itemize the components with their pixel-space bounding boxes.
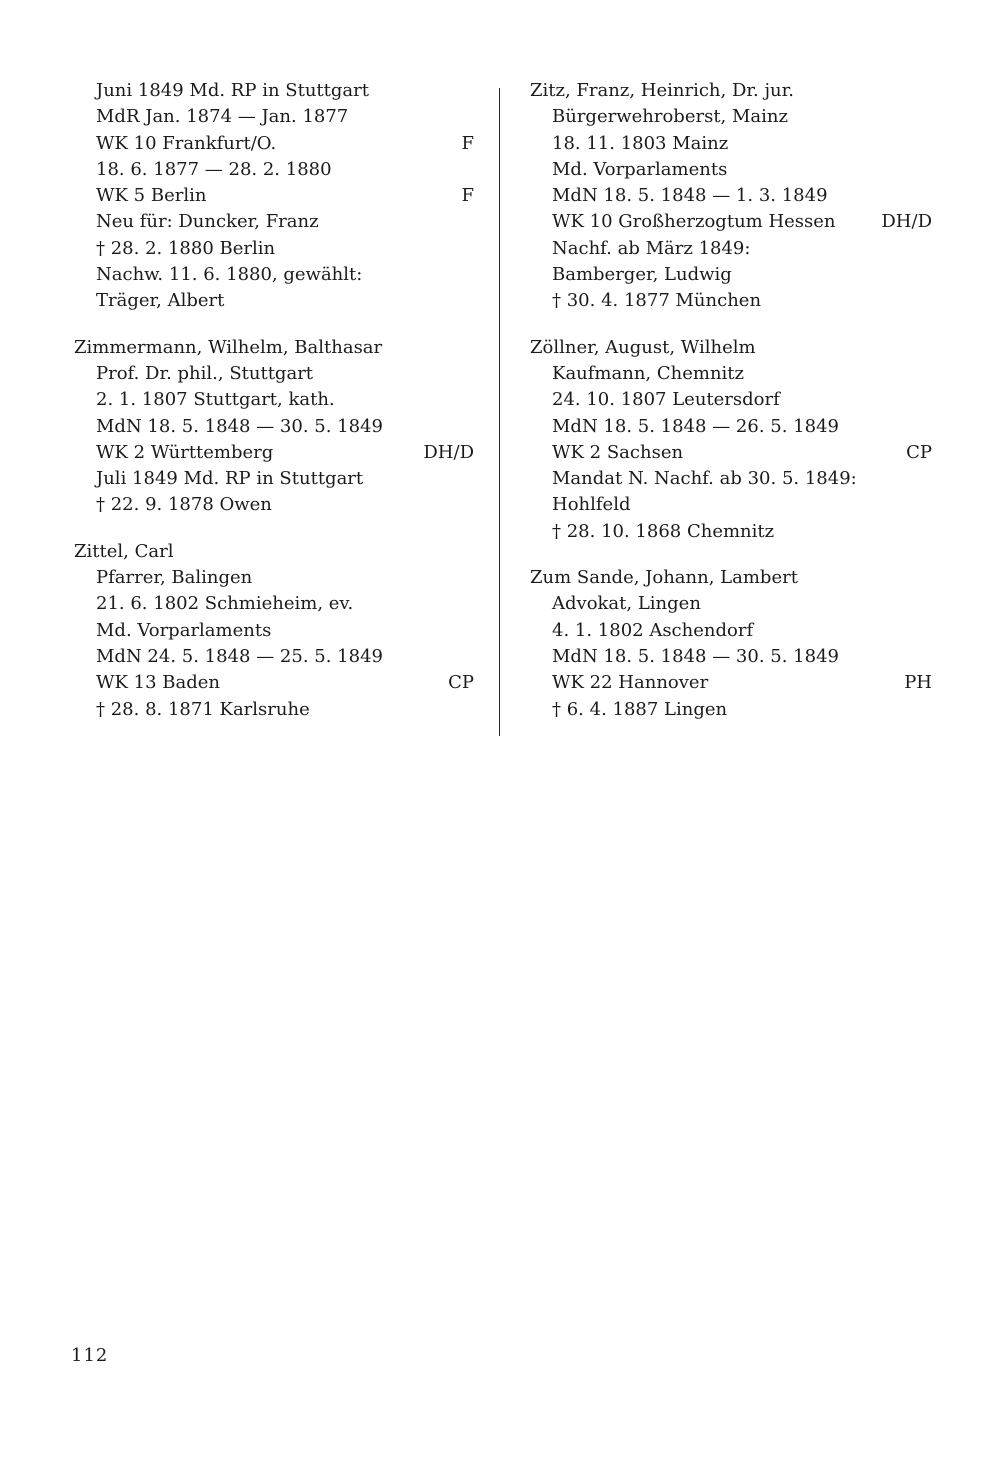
- entry-line-text: Nachf. ab März 1849:: [552, 237, 751, 259]
- entry-line-text: Advokat, Lingen: [552, 593, 701, 615]
- entry-line: [530, 644, 932, 670]
- entry-line: [74, 183, 474, 209]
- entry-line: [530, 591, 932, 617]
- faction-tag: F: [461, 185, 474, 207]
- entry-line-text: Pfarrer, Balingen: [96, 567, 253, 589]
- entry-line-text: 2. 1. 1807 Stuttgart, kath.: [96, 389, 335, 411]
- entry-line-text: WK 10 Frankfurt/O.: [96, 132, 277, 154]
- faction-tag: CP: [906, 441, 932, 463]
- entry-line: [530, 670, 932, 696]
- biography-entry: [74, 78, 474, 315]
- entry-name: Zimmermann, Wilhelm, Balthasar: [74, 336, 383, 358]
- entry-line-text: Mandat N. Nachf. ab 30. 5. 1849:: [552, 468, 857, 490]
- entry-line: [530, 414, 932, 440]
- biography-entry: [74, 539, 474, 723]
- entry-line: [74, 288, 474, 314]
- entry-line: [74, 466, 474, 492]
- entry-line: [530, 466, 932, 492]
- entry-line: [530, 440, 932, 466]
- entry-line: [530, 104, 932, 130]
- biography-entry: [530, 78, 932, 315]
- entry-line-text: † 22. 9. 1878 Owen: [96, 494, 272, 516]
- entry-line: [530, 519, 932, 545]
- entry-line-text: WK 22 Hannover: [552, 672, 709, 694]
- entry-line: [74, 131, 474, 157]
- entry-line-text: † 28. 10. 1868 Chemnitz: [552, 520, 775, 542]
- entry-line: [74, 262, 474, 288]
- faction-tag: PH: [904, 672, 932, 694]
- entry-line: [74, 387, 474, 413]
- entry-line-text: Kaufmann, Chemnitz: [552, 362, 745, 384]
- entry-name: Zittel, Carl: [74, 540, 174, 562]
- entry-line: [530, 288, 932, 314]
- entry-name: Zum Sande, Johann, Lambert: [530, 567, 798, 589]
- column-divider: [499, 88, 500, 736]
- entry-line-text: WK 13 Baden: [96, 672, 221, 694]
- faction-tag: DH/D: [881, 211, 932, 233]
- page-number: 112: [71, 1345, 109, 1366]
- entry-line: [74, 361, 474, 387]
- entry-line: [74, 157, 474, 183]
- biography-entry: [74, 335, 474, 519]
- entry-line: [74, 670, 474, 696]
- entry-line: [530, 361, 932, 387]
- entry-line: [74, 618, 474, 644]
- entry-name: Zöllner, August, Wilhelm: [530, 336, 756, 358]
- entry-line: [74, 209, 474, 235]
- entry-line-text: † 28. 2. 1880 Berlin: [96, 237, 276, 259]
- entry-line-text: MdN 18. 5. 1848 — 26. 5. 1849: [552, 415, 839, 437]
- entry-line: [74, 591, 474, 617]
- entry-line-text: Md. Vorparlaments: [552, 158, 728, 180]
- entry-line-text: WK 2 Württemberg: [96, 441, 274, 463]
- entry-line-text: WK 10 Großherzogtum Hessen: [552, 211, 836, 233]
- entry-line: [74, 492, 474, 518]
- entry-line: [530, 618, 932, 644]
- entry-line: [74, 236, 474, 262]
- entry-line: [74, 644, 474, 670]
- entry-line: [74, 565, 474, 591]
- entry-line: [530, 262, 932, 288]
- entry-line-text: 18. 6. 1877 — 28. 2. 1880: [96, 158, 332, 180]
- biography-entry: [530, 335, 932, 545]
- entry-line: [74, 414, 474, 440]
- entry-line-text: † 30. 4. 1877 München: [552, 290, 762, 312]
- faction-tag: DH/D: [423, 441, 474, 463]
- entry-line-text: Hohlfeld: [552, 494, 631, 516]
- entry-line-text: † 6. 4. 1887 Lingen: [552, 698, 728, 720]
- entry-line-text: Neu für: Duncker, Franz: [96, 211, 319, 233]
- right-column: [530, 78, 932, 723]
- entry-line-text: 24. 10. 1807 Leutersdorf: [552, 389, 780, 411]
- entry-line-text: Nachw. 11. 6. 1880, gewählt:: [96, 264, 363, 286]
- entry-line: [530, 387, 932, 413]
- entry-line: [530, 492, 932, 518]
- entry-line-text: WK 2 Sachsen: [552, 441, 684, 463]
- entry-line-text: MdR Jan. 1874 — Jan. 1877: [96, 106, 349, 128]
- faction-tag: F: [461, 132, 474, 154]
- entry-line-text: Juli 1849 Md. RP in Stuttgart: [96, 468, 364, 490]
- entry-line-text: MdN 18. 5. 1848 — 30. 5. 1849: [552, 645, 839, 667]
- entry-line: [530, 236, 932, 262]
- entry-line-text: 4. 1. 1802 Aschendorf: [552, 619, 754, 641]
- entry-line-text: MdN 18. 5. 1848 — 30. 5. 1849: [96, 415, 383, 437]
- entry-line: [530, 183, 932, 209]
- entry-line: [74, 104, 474, 130]
- entry-line: [74, 78, 474, 104]
- entry-line: [74, 440, 474, 466]
- entry-line-text: MdN 24. 5. 1848 — 25. 5. 1849: [96, 645, 383, 667]
- entry-line-text: 18. 11. 1803 Mainz: [552, 132, 729, 154]
- entry-line-text: † 28. 8. 1871 Karlsruhe: [96, 698, 310, 720]
- entry-name: Zitz, Franz, Heinrich, Dr. jur.: [530, 80, 794, 101]
- entry-line-text: Prof. Dr. phil., Stuttgart: [96, 362, 314, 384]
- entry-line: [530, 131, 932, 157]
- biography-entry: [530, 565, 932, 723]
- entry-line-text: MdN 18. 5. 1848 — 1. 3. 1849: [552, 185, 828, 207]
- faction-tag: CP: [448, 672, 474, 694]
- entry-line-text: Md. Vorparlaments: [96, 619, 272, 641]
- entry-line-text: WK 5 Berlin: [96, 185, 207, 207]
- entry-line: [530, 209, 932, 235]
- entry-line: [530, 157, 932, 183]
- entry-line-text: 21. 6. 1802 Schmieheim, ev.: [96, 593, 354, 615]
- entry-line: [74, 697, 474, 723]
- entry-line: [530, 697, 932, 723]
- entry-line-text: Juni 1849 Md. RP in Stuttgart: [96, 80, 369, 101]
- left-column: [74, 78, 474, 723]
- entry-line-text: Träger, Albert: [96, 290, 225, 312]
- entry-line-text: Bürgerwehroberst, Mainz: [552, 106, 788, 128]
- entry-line-text: Bamberger, Ludwig: [552, 264, 732, 286]
